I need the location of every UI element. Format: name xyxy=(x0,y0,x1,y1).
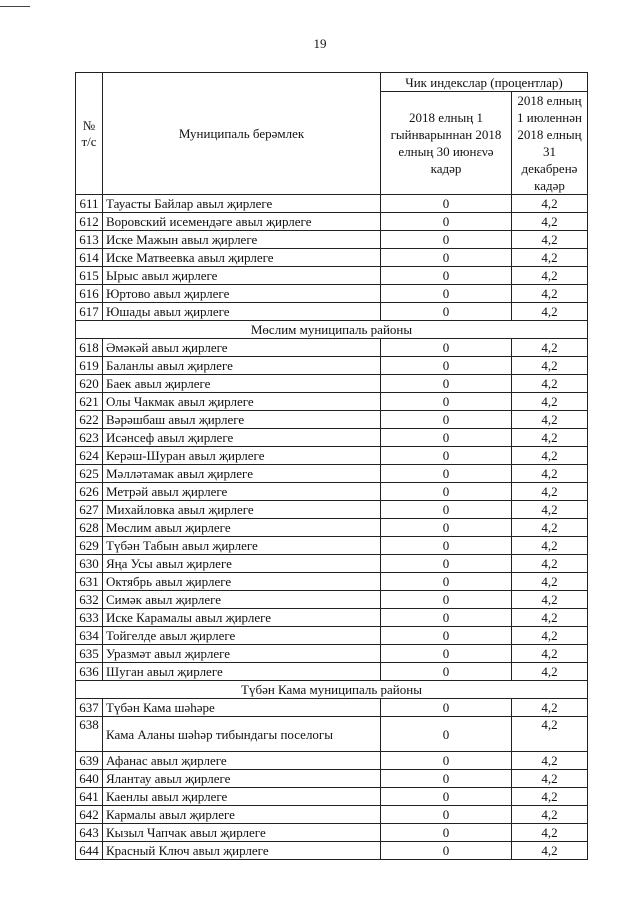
row-number: 637 xyxy=(76,699,103,717)
municipality-name: Баек авыл җирлеге xyxy=(103,375,381,393)
row-number: 642 xyxy=(76,806,103,824)
municipality-name: Каенлы авыл җирлеге xyxy=(103,788,381,806)
index-period-2: 4,2 xyxy=(512,249,588,267)
index-period-1: 0 xyxy=(381,537,512,555)
index-period-2: 4,2 xyxy=(512,645,588,663)
index-period-1: 0 xyxy=(381,285,512,303)
index-period-1: 0 xyxy=(381,411,512,429)
table-row xyxy=(76,806,588,824)
row-number: 629 xyxy=(76,537,103,555)
row-number: 644 xyxy=(76,842,103,860)
table-row xyxy=(76,519,588,537)
municipality-name: Олы Чакмак авыл җирлеге xyxy=(103,393,381,411)
table-row xyxy=(76,645,588,663)
municipality-name: Вәрәшбаш авыл җирлеге xyxy=(103,411,381,429)
index-period-2: 4,2 xyxy=(512,339,588,357)
index-period-2: 4,2 xyxy=(512,591,588,609)
top-edge-rule xyxy=(0,6,30,7)
index-period-2: 4,2 xyxy=(512,375,588,393)
index-period-2: 4,2 xyxy=(512,663,588,681)
table-row xyxy=(76,537,588,555)
section-row xyxy=(76,681,588,699)
municipality-name: Тауасты Байлар авыл җирлеге xyxy=(103,195,381,213)
index-period-1: 0 xyxy=(381,501,512,519)
row-number: 620 xyxy=(76,375,103,393)
municipality-name: Шуган авыл җирлеге xyxy=(103,663,381,681)
index-period-1: 0 xyxy=(381,303,512,321)
row-number: 638 xyxy=(76,717,103,752)
index-period-2: 4,2 xyxy=(512,824,588,842)
section-title: Мөслим муниципаль районы xyxy=(76,321,588,339)
table-body xyxy=(76,195,588,860)
row-number: 622 xyxy=(76,411,103,429)
index-period-1: 0 xyxy=(381,591,512,609)
table-row xyxy=(76,770,588,788)
index-period-2: 4,2 xyxy=(512,717,588,752)
table-row xyxy=(76,699,588,717)
municipality-name: Кама Аланы шәһәр тибындагы поселогы xyxy=(103,717,381,752)
row-number: 625 xyxy=(76,465,103,483)
index-period-1: 0 xyxy=(381,429,512,447)
index-period-2: 4,2 xyxy=(512,357,588,375)
municipality-name: Красный Ключ авыл җирлеге xyxy=(103,842,381,860)
index-period-2: 4,2 xyxy=(512,465,588,483)
index-period-1: 0 xyxy=(381,483,512,501)
municipality-name: Ырыс авыл җирлеге xyxy=(103,267,381,285)
index-period-1: 0 xyxy=(381,249,512,267)
municipality-name: Кармалы авыл җирлеге xyxy=(103,806,381,824)
index-period-2: 4,2 xyxy=(512,770,588,788)
row-number: 619 xyxy=(76,357,103,375)
municipality-name: Юртово авыл җирлеге xyxy=(103,285,381,303)
row-number: 641 xyxy=(76,788,103,806)
row-number: 628 xyxy=(76,519,103,537)
index-period-2: 4,2 xyxy=(512,806,588,824)
row-number: 611 xyxy=(76,195,103,213)
index-period-2: 4,2 xyxy=(512,519,588,537)
index-period-2: 4,2 xyxy=(512,537,588,555)
row-number: 636 xyxy=(76,663,103,681)
index-period-2: 4,2 xyxy=(512,573,588,591)
row-number: 627 xyxy=(76,501,103,519)
municipality-name: Ялантау авыл җирлеге xyxy=(103,770,381,788)
index-period-1: 0 xyxy=(381,663,512,681)
row-number: 630 xyxy=(76,555,103,573)
municipality-name: Түбән Табын авыл җирлеге xyxy=(103,537,381,555)
municipality-name: Исәнсеф авыл җирлеге xyxy=(103,429,381,447)
municipality-name: Афанас авыл җирлеге xyxy=(103,752,381,770)
table-row xyxy=(76,555,588,573)
index-period-1: 0 xyxy=(381,645,512,663)
row-number: 617 xyxy=(76,303,103,321)
index-period-2: 4,2 xyxy=(512,501,588,519)
header-period-2: 2018 елның 1 июленнән 2018 елның 31 декабренә кадәр xyxy=(512,92,588,195)
row-number: 626 xyxy=(76,483,103,501)
index-period-1: 0 xyxy=(381,717,512,752)
index-period-1: 0 xyxy=(381,267,512,285)
section-title: Түбән Кама муниципаль районы xyxy=(76,681,588,699)
index-period-1: 0 xyxy=(381,573,512,591)
header-municipality: Муниципаль берәмлек xyxy=(103,73,381,195)
municipality-name: Воровский исемендәге авыл җирлеге xyxy=(103,213,381,231)
index-period-1: 0 xyxy=(381,824,512,842)
row-number: 621 xyxy=(76,393,103,411)
header-num: № т/с xyxy=(76,73,103,195)
row-number: 612 xyxy=(76,213,103,231)
table-row xyxy=(76,573,588,591)
table-row xyxy=(76,357,588,375)
municipality-name: Әмәкәй авыл җирлеге xyxy=(103,339,381,357)
index-period-2: 4,2 xyxy=(512,555,588,573)
table-row xyxy=(76,447,588,465)
row-number: 618 xyxy=(76,339,103,357)
header-limit-indices: Чик индекслар (процентлар) xyxy=(381,73,588,92)
index-period-1: 0 xyxy=(381,699,512,717)
section-row xyxy=(76,321,588,339)
table-row xyxy=(76,824,588,842)
index-period-1: 0 xyxy=(381,842,512,860)
index-period-2: 4,2 xyxy=(512,285,588,303)
index-period-1: 0 xyxy=(381,609,512,627)
index-period-2: 4,2 xyxy=(512,231,588,249)
index-period-2: 4,2 xyxy=(512,483,588,501)
table-row xyxy=(76,465,588,483)
row-number: 643 xyxy=(76,824,103,842)
table-row xyxy=(76,627,588,645)
index-period-1: 0 xyxy=(381,213,512,231)
index-period-2: 4,2 xyxy=(512,411,588,429)
page-number: 19 xyxy=(313,36,327,51)
index-period-2: 4,2 xyxy=(512,303,588,321)
index-period-1: 0 xyxy=(381,519,512,537)
municipality-name: Симәк авыл җирлеге xyxy=(103,591,381,609)
index-period-2: 4,2 xyxy=(512,393,588,411)
table-row xyxy=(76,213,588,231)
row-number: 631 xyxy=(76,573,103,591)
table-row xyxy=(76,267,588,285)
index-period-1: 0 xyxy=(381,231,512,249)
header-period-1: 2018 елның 1 гыйнварыннан 2018 елның 30 июнενə кадәр xyxy=(381,92,512,195)
index-period-1: 0 xyxy=(381,788,512,806)
row-number: 633 xyxy=(76,609,103,627)
municipality-name: Түбән Кама шәһәре xyxy=(103,699,381,717)
row-number: 639 xyxy=(76,752,103,770)
table-row xyxy=(76,285,588,303)
index-period-2: 4,2 xyxy=(512,609,588,627)
municipality-name: Иске Карамалы авыл җирлеге xyxy=(103,609,381,627)
municipality-name: Юшады авыл җирлеге xyxy=(103,303,381,321)
municipality-name: Октябрь авыл җирлеге xyxy=(103,573,381,591)
row-number: 615 xyxy=(76,267,103,285)
table-row xyxy=(76,842,588,860)
table-row xyxy=(76,752,588,770)
table-row xyxy=(76,483,588,501)
table-row xyxy=(76,249,588,267)
municipality-name: Мөслим авыл җирлеге xyxy=(103,519,381,537)
index-period-2: 4,2 xyxy=(512,447,588,465)
index-period-1: 0 xyxy=(381,752,512,770)
row-number: 616 xyxy=(76,285,103,303)
index-period-1: 0 xyxy=(381,806,512,824)
municipality-name: Метрәй авыл җирлеге xyxy=(103,483,381,501)
index-period-2: 4,2 xyxy=(512,752,588,770)
index-period-2: 4,2 xyxy=(512,627,588,645)
index-period-2: 4,2 xyxy=(512,429,588,447)
index-period-1: 0 xyxy=(381,339,512,357)
municipality-name: Тойгелде авыл җирлеге xyxy=(103,627,381,645)
index-period-1: 0 xyxy=(381,627,512,645)
table-row xyxy=(76,591,588,609)
indices-table xyxy=(75,72,588,860)
municipality-name: Михайловка авыл җирлеге xyxy=(103,501,381,519)
row-number: 614 xyxy=(76,249,103,267)
index-period-1: 0 xyxy=(381,375,512,393)
index-period-1: 0 xyxy=(381,555,512,573)
municipality-name: Керәш-Шуран авыл җирлеге xyxy=(103,447,381,465)
row-number: 635 xyxy=(76,645,103,663)
row-number: 634 xyxy=(76,627,103,645)
table-row xyxy=(76,393,588,411)
index-period-2: 4,2 xyxy=(512,699,588,717)
table-row xyxy=(76,429,588,447)
table-row xyxy=(76,195,588,213)
index-period-1: 0 xyxy=(381,770,512,788)
table-row xyxy=(76,303,588,321)
municipality-name: Баланлы авыл җирлеге xyxy=(103,357,381,375)
table-row xyxy=(76,788,588,806)
row-number: 613 xyxy=(76,231,103,249)
municipality-name: Уразмәт авыл җирлеге xyxy=(103,645,381,663)
table-row xyxy=(76,231,588,249)
municipality-name: Мәлләтамак авыл җирлеге xyxy=(103,465,381,483)
table-row xyxy=(76,411,588,429)
table-row xyxy=(76,663,588,681)
table-row xyxy=(76,375,588,393)
municipality-name: Иске Матвеевка авыл җирлеге xyxy=(103,249,381,267)
index-period-2: 4,2 xyxy=(512,267,588,285)
table-row xyxy=(76,339,588,357)
index-period-2: 4,2 xyxy=(512,788,588,806)
row-number: 632 xyxy=(76,591,103,609)
index-period-1: 0 xyxy=(381,195,512,213)
index-period-1: 0 xyxy=(381,465,512,483)
table-row xyxy=(76,609,588,627)
index-period-2: 4,2 xyxy=(512,213,588,231)
index-period-1: 0 xyxy=(381,357,512,375)
municipality-name: Яңа Усы авыл җирлеге xyxy=(103,555,381,573)
index-period-1: 0 xyxy=(381,393,512,411)
row-number: 623 xyxy=(76,429,103,447)
municipality-name: Кызыл Чапчак авыл җирлеге xyxy=(103,824,381,842)
row-number: 640 xyxy=(76,770,103,788)
table-row xyxy=(76,501,588,519)
index-period-2: 4,2 xyxy=(512,195,588,213)
index-period-1: 0 xyxy=(381,447,512,465)
table-row xyxy=(76,717,588,752)
index-period-2: 4,2 xyxy=(512,842,588,860)
municipality-name: Иске Мажын авыл җирлеге xyxy=(103,231,381,249)
row-number: 624 xyxy=(76,447,103,465)
